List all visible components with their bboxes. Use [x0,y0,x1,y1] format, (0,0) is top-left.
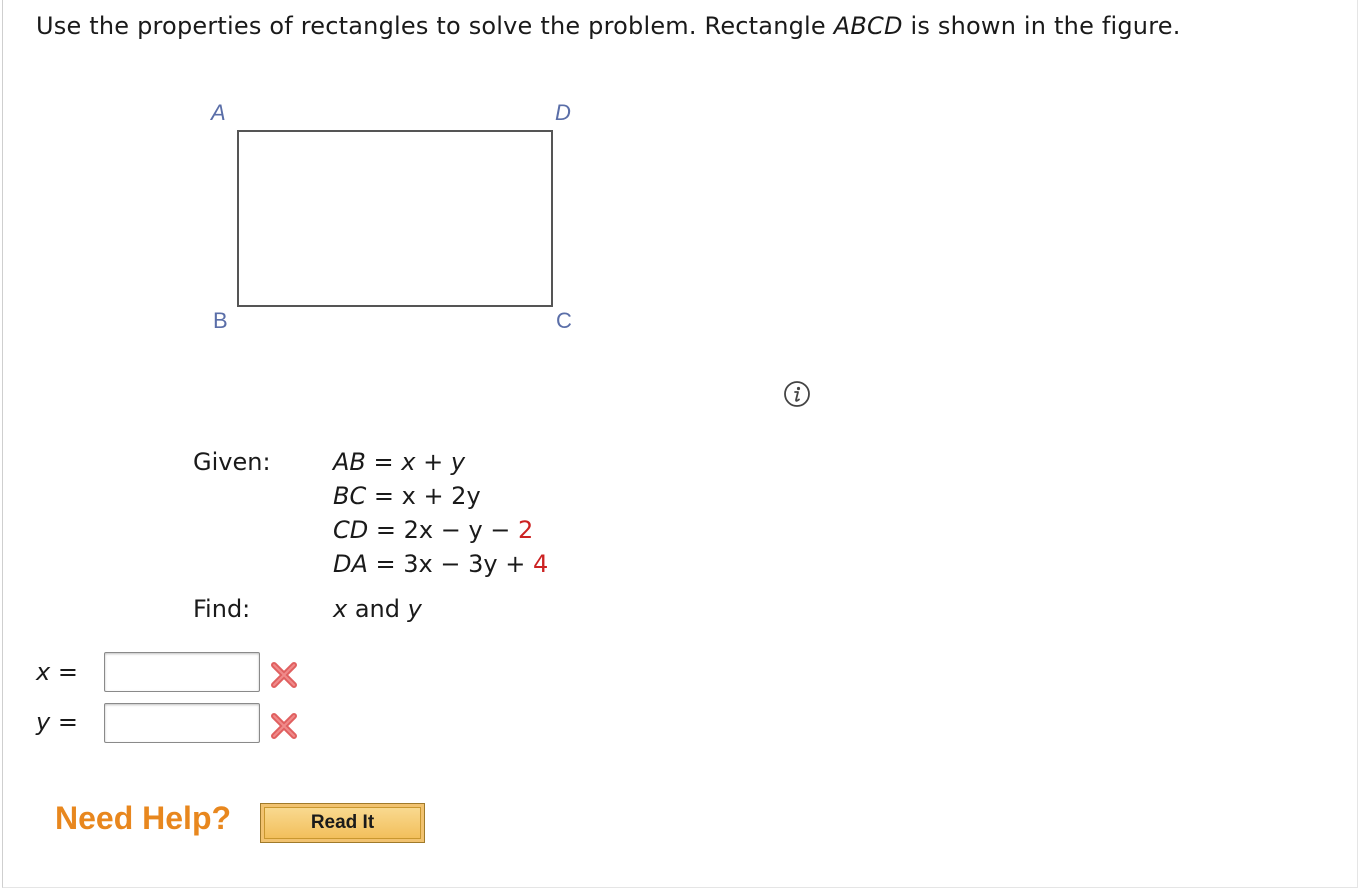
equation-rhs: 3x − 3y + [403,550,533,578]
instruction-text-end: is shown in the figure. [902,12,1181,40]
instruction-text: Use the properties of rectangles to solve the problem. Rectangle [36,12,834,40]
question-panel [2,0,1358,888]
given-label: Given: [193,448,271,476]
equation-bc: BC = x + 2y [333,482,481,510]
instruction-shape-name: ABCD [833,12,903,40]
vertex-label-a: A [211,100,226,125]
answer-input-y[interactable] [104,703,260,743]
equation-constant: 2 [518,516,534,544]
answer-label-x [36,658,78,686]
equation-lhs: AB [333,448,366,476]
equation-ab: AB = x + y [333,448,466,476]
equation-lhs: CD [333,516,369,544]
equation-da: DA = 3x − 3y + 4 [333,550,549,578]
find-var-y: y [407,595,422,623]
rectangle-abcd [237,130,553,307]
equals-sign: = [50,708,78,736]
read-it-button[interactable] [260,803,425,843]
find-target [333,595,422,623]
equals-sign: = [50,658,78,686]
answer-var: y [36,708,51,736]
find-and: and [347,595,408,623]
equation-rhs: x + y [401,448,466,476]
wrong-x-icon [269,660,299,690]
equation-cd: CD = 2x − y − 2 [333,516,534,544]
need-help-label: Need Help? [55,800,232,836]
answer-var: x [36,658,51,686]
vertex-label-c: C [556,308,572,333]
vertex-label-d: D [555,100,571,125]
equation-constant: 4 [532,550,549,578]
equation-lhs: BC [333,482,367,510]
answer-input-x[interactable] [104,652,260,692]
answer-label-y [36,708,78,736]
equation-lhs: DA [333,550,368,578]
info-icon[interactable] [783,380,811,408]
vertex-label-b: B [213,308,228,333]
find-var-x: x [333,595,348,623]
equation-rhs: x + 2y [401,482,481,510]
read-it-button-label: Read It [264,807,421,839]
question-instruction [36,12,1181,40]
equation-rhs: 2x − y − [403,516,519,544]
find-label: Find: [193,595,251,623]
rectangle-figure [183,95,603,345]
wrong-x-icon [269,711,299,741]
